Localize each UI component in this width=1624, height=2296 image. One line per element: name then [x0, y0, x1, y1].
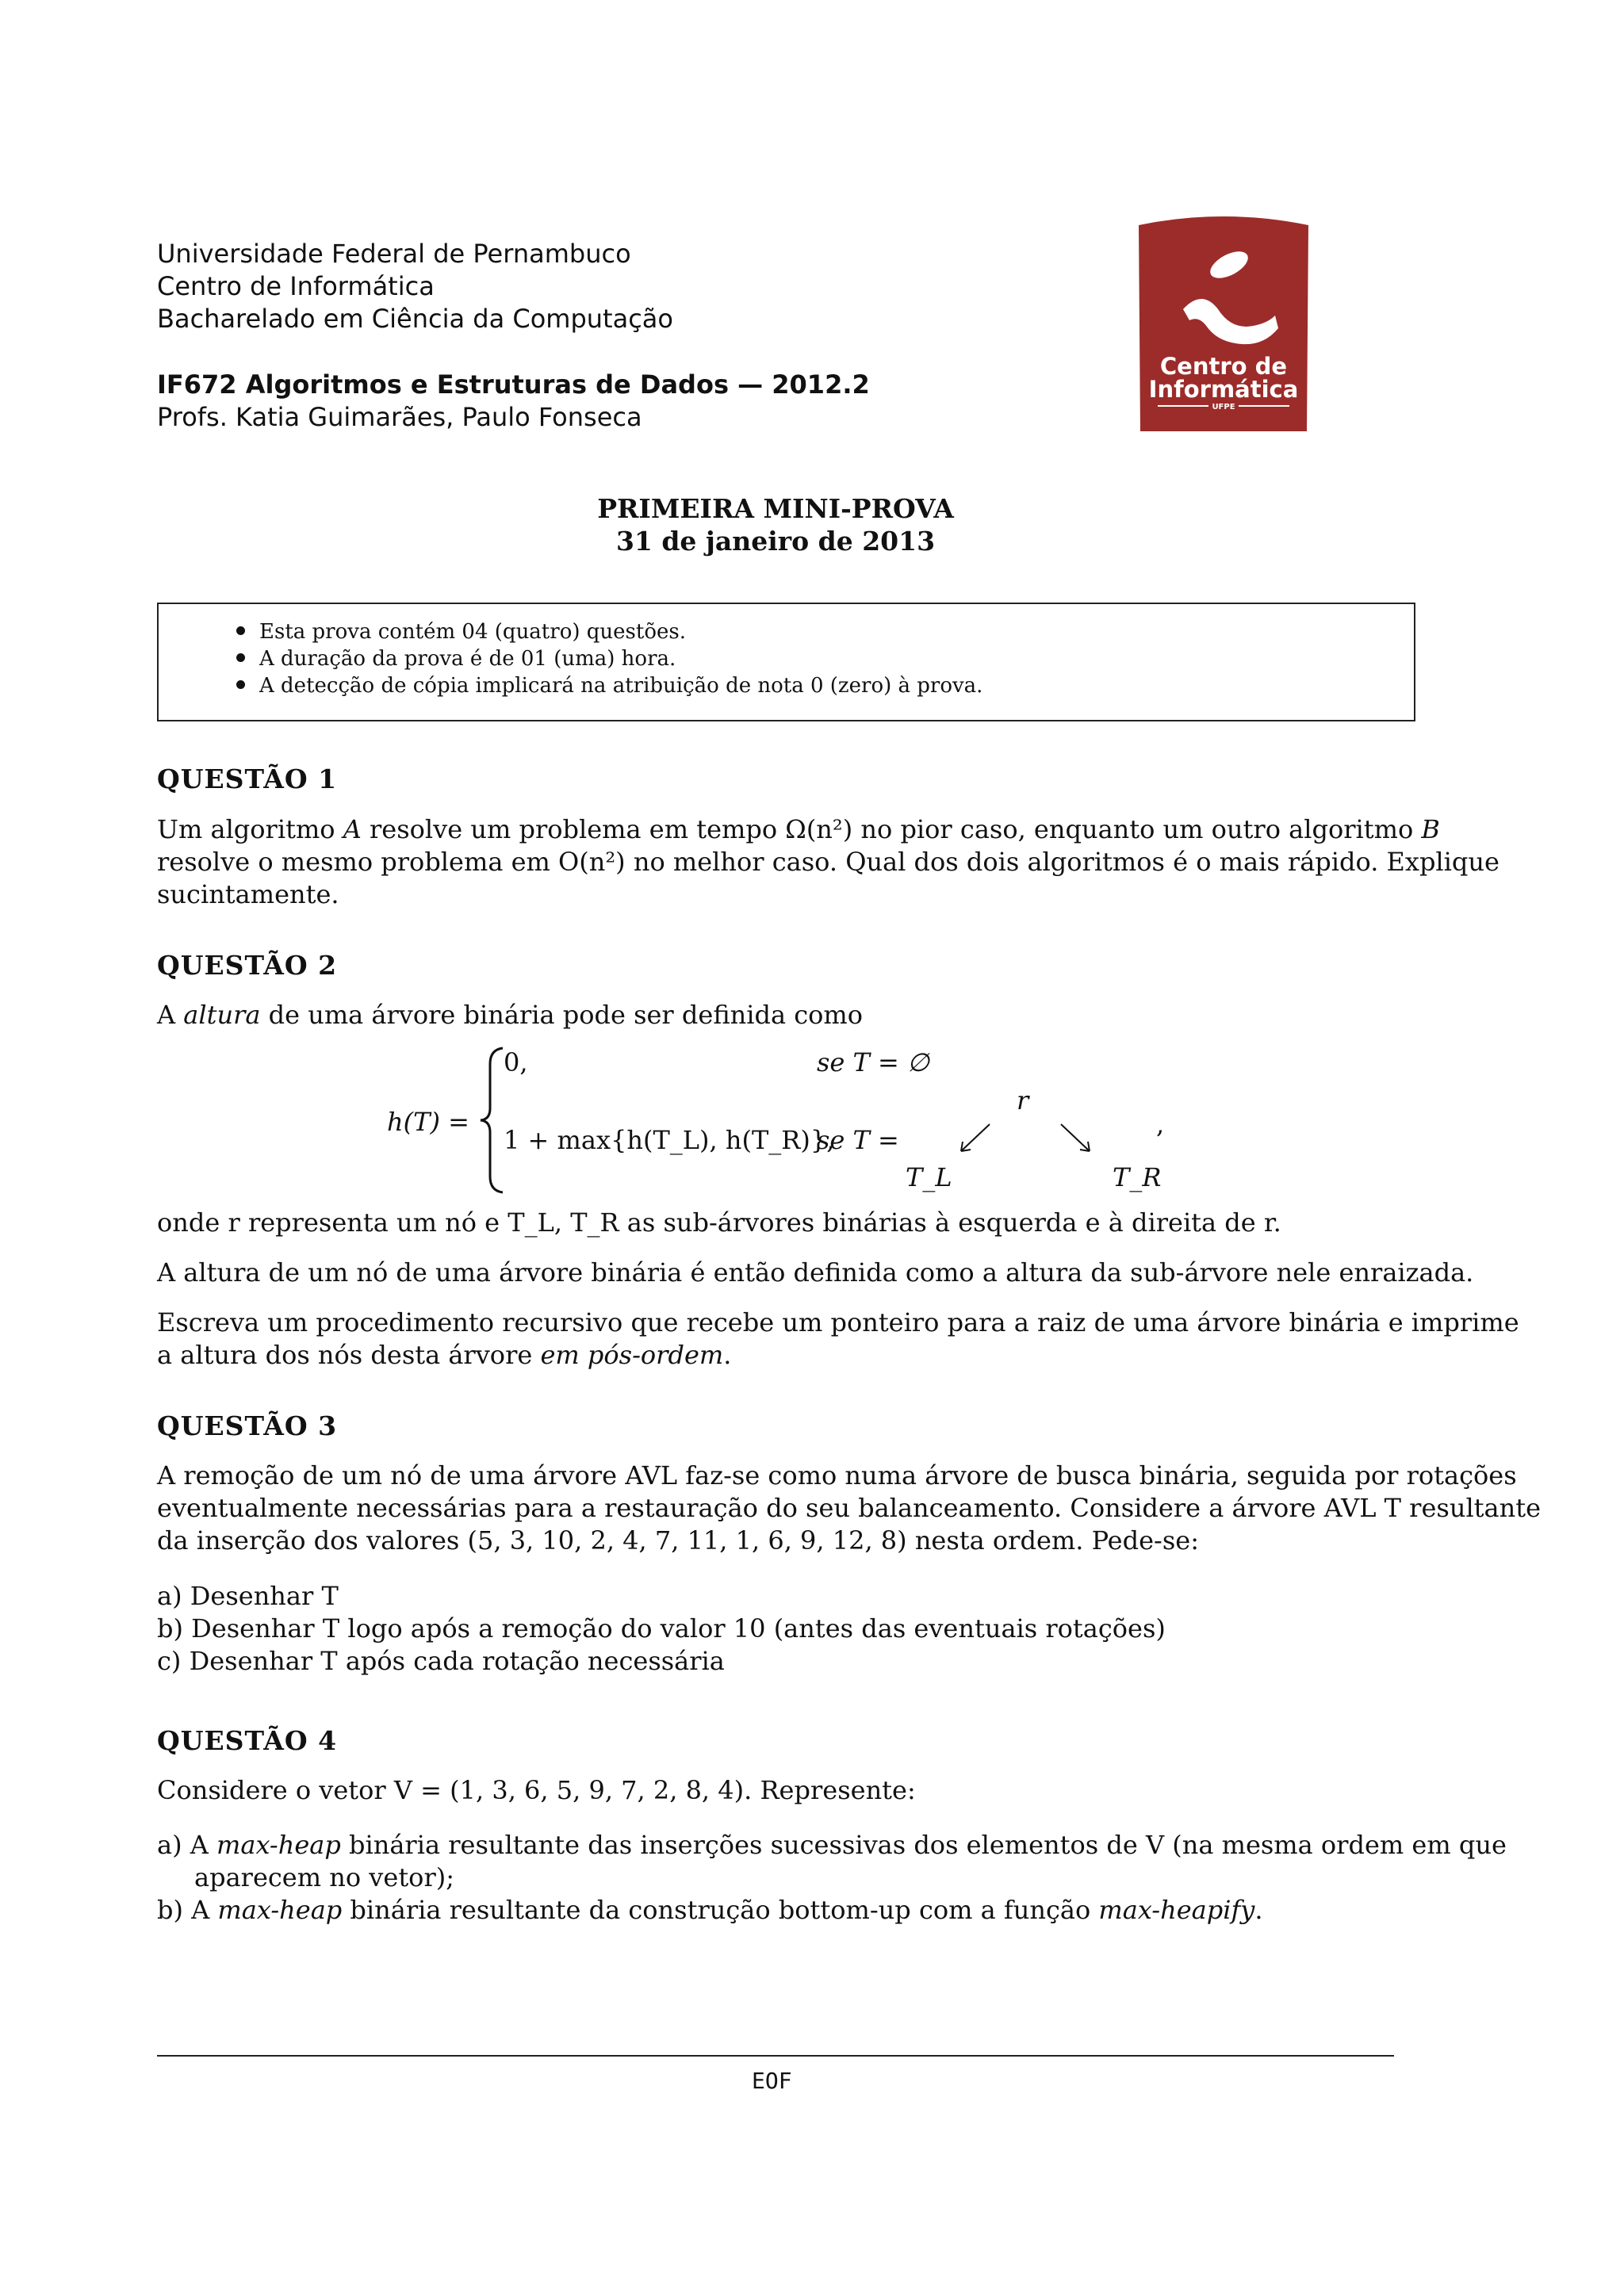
brace-icon — [476, 1045, 508, 1196]
course-name: Bacharelado em Ciência da Computação — [157, 304, 673, 334]
university-name: Universidade Federal de Pernambuco — [157, 239, 631, 269]
question-1-line-3: sucintamente. — [157, 879, 339, 909]
question-4-intro: Considere o vetor V = (1, 3, 6, 5, 9, 7, 2, 8, 4). Represente: — [157, 1775, 916, 1805]
question-2-after-1: onde r representa um nó e T_L, T_R as sub-árvores binárias à esquerda e à direita de r. — [157, 1207, 1281, 1238]
question-4-item-a-line-1: a) A max-heap binária resultante das inserções sucessivas dos elementos de V (na mesma ordem em que — [157, 1830, 1507, 1860]
case-2-condition: se T = — [817, 1125, 899, 1155]
case-1-value: 0, — [504, 1047, 528, 1077]
footer-rule — [157, 2055, 1394, 2057]
question-2-after-2: A altura de um nó de uma árvore binária é então definida como a altura da sub-árvore nele enraizada. — [157, 1257, 1474, 1288]
bullet-icon — [236, 653, 245, 662]
instruction-item: Esta prova contém 04 (quatro) questões. — [236, 618, 686, 645]
cin-logo — [1136, 216, 1312, 431]
question-2-after-3a: Escreva um procedimento recursivo que recebe um ponteiro para a raiz de uma árvore binária e imprime — [157, 1307, 1519, 1337]
footer-eof: EOF — [752, 2068, 792, 2094]
instructions-box — [157, 603, 1415, 721]
question-3-item-c: c) Desenhar T após cada rotação necessária — [157, 1646, 725, 1676]
case-2-value: 1 + max{h(T_L), h(T_R)}, — [504, 1125, 835, 1155]
question-2-after-3b: a altura dos nós desta árvore em pós-ordem. — [157, 1340, 732, 1370]
exam-date: 31 de janeiro de 2013 — [615, 526, 936, 557]
height-function-label: h(T) = — [387, 1107, 469, 1137]
question-4-item-a-line-2: aparecem no vetor); — [194, 1862, 454, 1892]
exam-title: PRIMEIRA MINI-PROVA — [597, 493, 954, 524]
instruction-item: A duração da prova é de 01 (uma) hora. — [236, 645, 676, 672]
bullet-icon — [236, 626, 245, 635]
tree-left-label: T_L — [906, 1162, 952, 1192]
tree-arrows — [952, 1119, 1285, 1167]
logo-text-2: Informática — [1148, 376, 1299, 403]
question-3-line-1: A remoção de um nó de uma árvore AVL faz-se como numa árvore de busca binária, seguida por rotações — [157, 1460, 1517, 1490]
center-name: Centro de Informática — [157, 271, 435, 301]
question-1-heading: QUESTÃO 1 — [157, 763, 338, 794]
logo-text-3: UFPE — [1212, 403, 1235, 411]
question-3-heading: QUESTÃO 3 — [157, 1410, 338, 1441]
question-3-line-2: eventualmente necessárias para a restauração do seu balanceamento. Considere a árvore AVL T resultante — [157, 1493, 1542, 1523]
cin-logo-graphic — [1136, 216, 1312, 431]
professors: Profs. Katia Guimarães, Paulo Fonseca — [157, 402, 642, 432]
question-1-line-1: Um algoritmo A resolve um problema em tempo Ω(n²) no pior caso, enquanto um outro algoritmo B — [157, 814, 1440, 844]
question-4-heading: QUESTÃO 4 — [157, 1725, 338, 1756]
question-2-intro: A altura de uma árvore binária pode ser definida como — [157, 1000, 864, 1030]
question-3-item-a: a) Desenhar T — [157, 1581, 339, 1611]
definition-comma: , — [1156, 1109, 1165, 1139]
question-4-item-b: b) A max-heap binária resultante da construção bottom-up com a função max-heapify. — [157, 1895, 1263, 1925]
bullet-icon — [236, 680, 245, 689]
instruction-item: A detecção de cópia implicará na atribuição de nota 0 (zero) à prova. — [236, 672, 982, 699]
question-1-line-2: resolve o mesmo problema em O(n²) no melhor caso. Qual dos dois algoritmos é o mais rápido. Explique — [157, 847, 1500, 877]
tree-root-label: r — [1017, 1085, 1029, 1115]
discipline-title: IF672 Algoritmos e Estruturas de Dados — 2012.2 — [157, 369, 870, 400]
question-3-line-3: da inserção dos valores (5, 3, 10, 2, 4, 7, 11, 1, 6, 9, 12, 8) nesta ordem. Pede-se: — [157, 1525, 1199, 1556]
tree-right-label: T_R — [1113, 1162, 1162, 1192]
question-2-heading: QUESTÃO 2 — [157, 950, 338, 981]
case-1-condition: se T = ∅ — [817, 1047, 929, 1077]
logo-text-1: Centro de — [1159, 353, 1288, 380]
question-3-item-b: b) Desenhar T logo após a remoção do valor 10 (antes das eventuais rotações) — [157, 1613, 1166, 1644]
